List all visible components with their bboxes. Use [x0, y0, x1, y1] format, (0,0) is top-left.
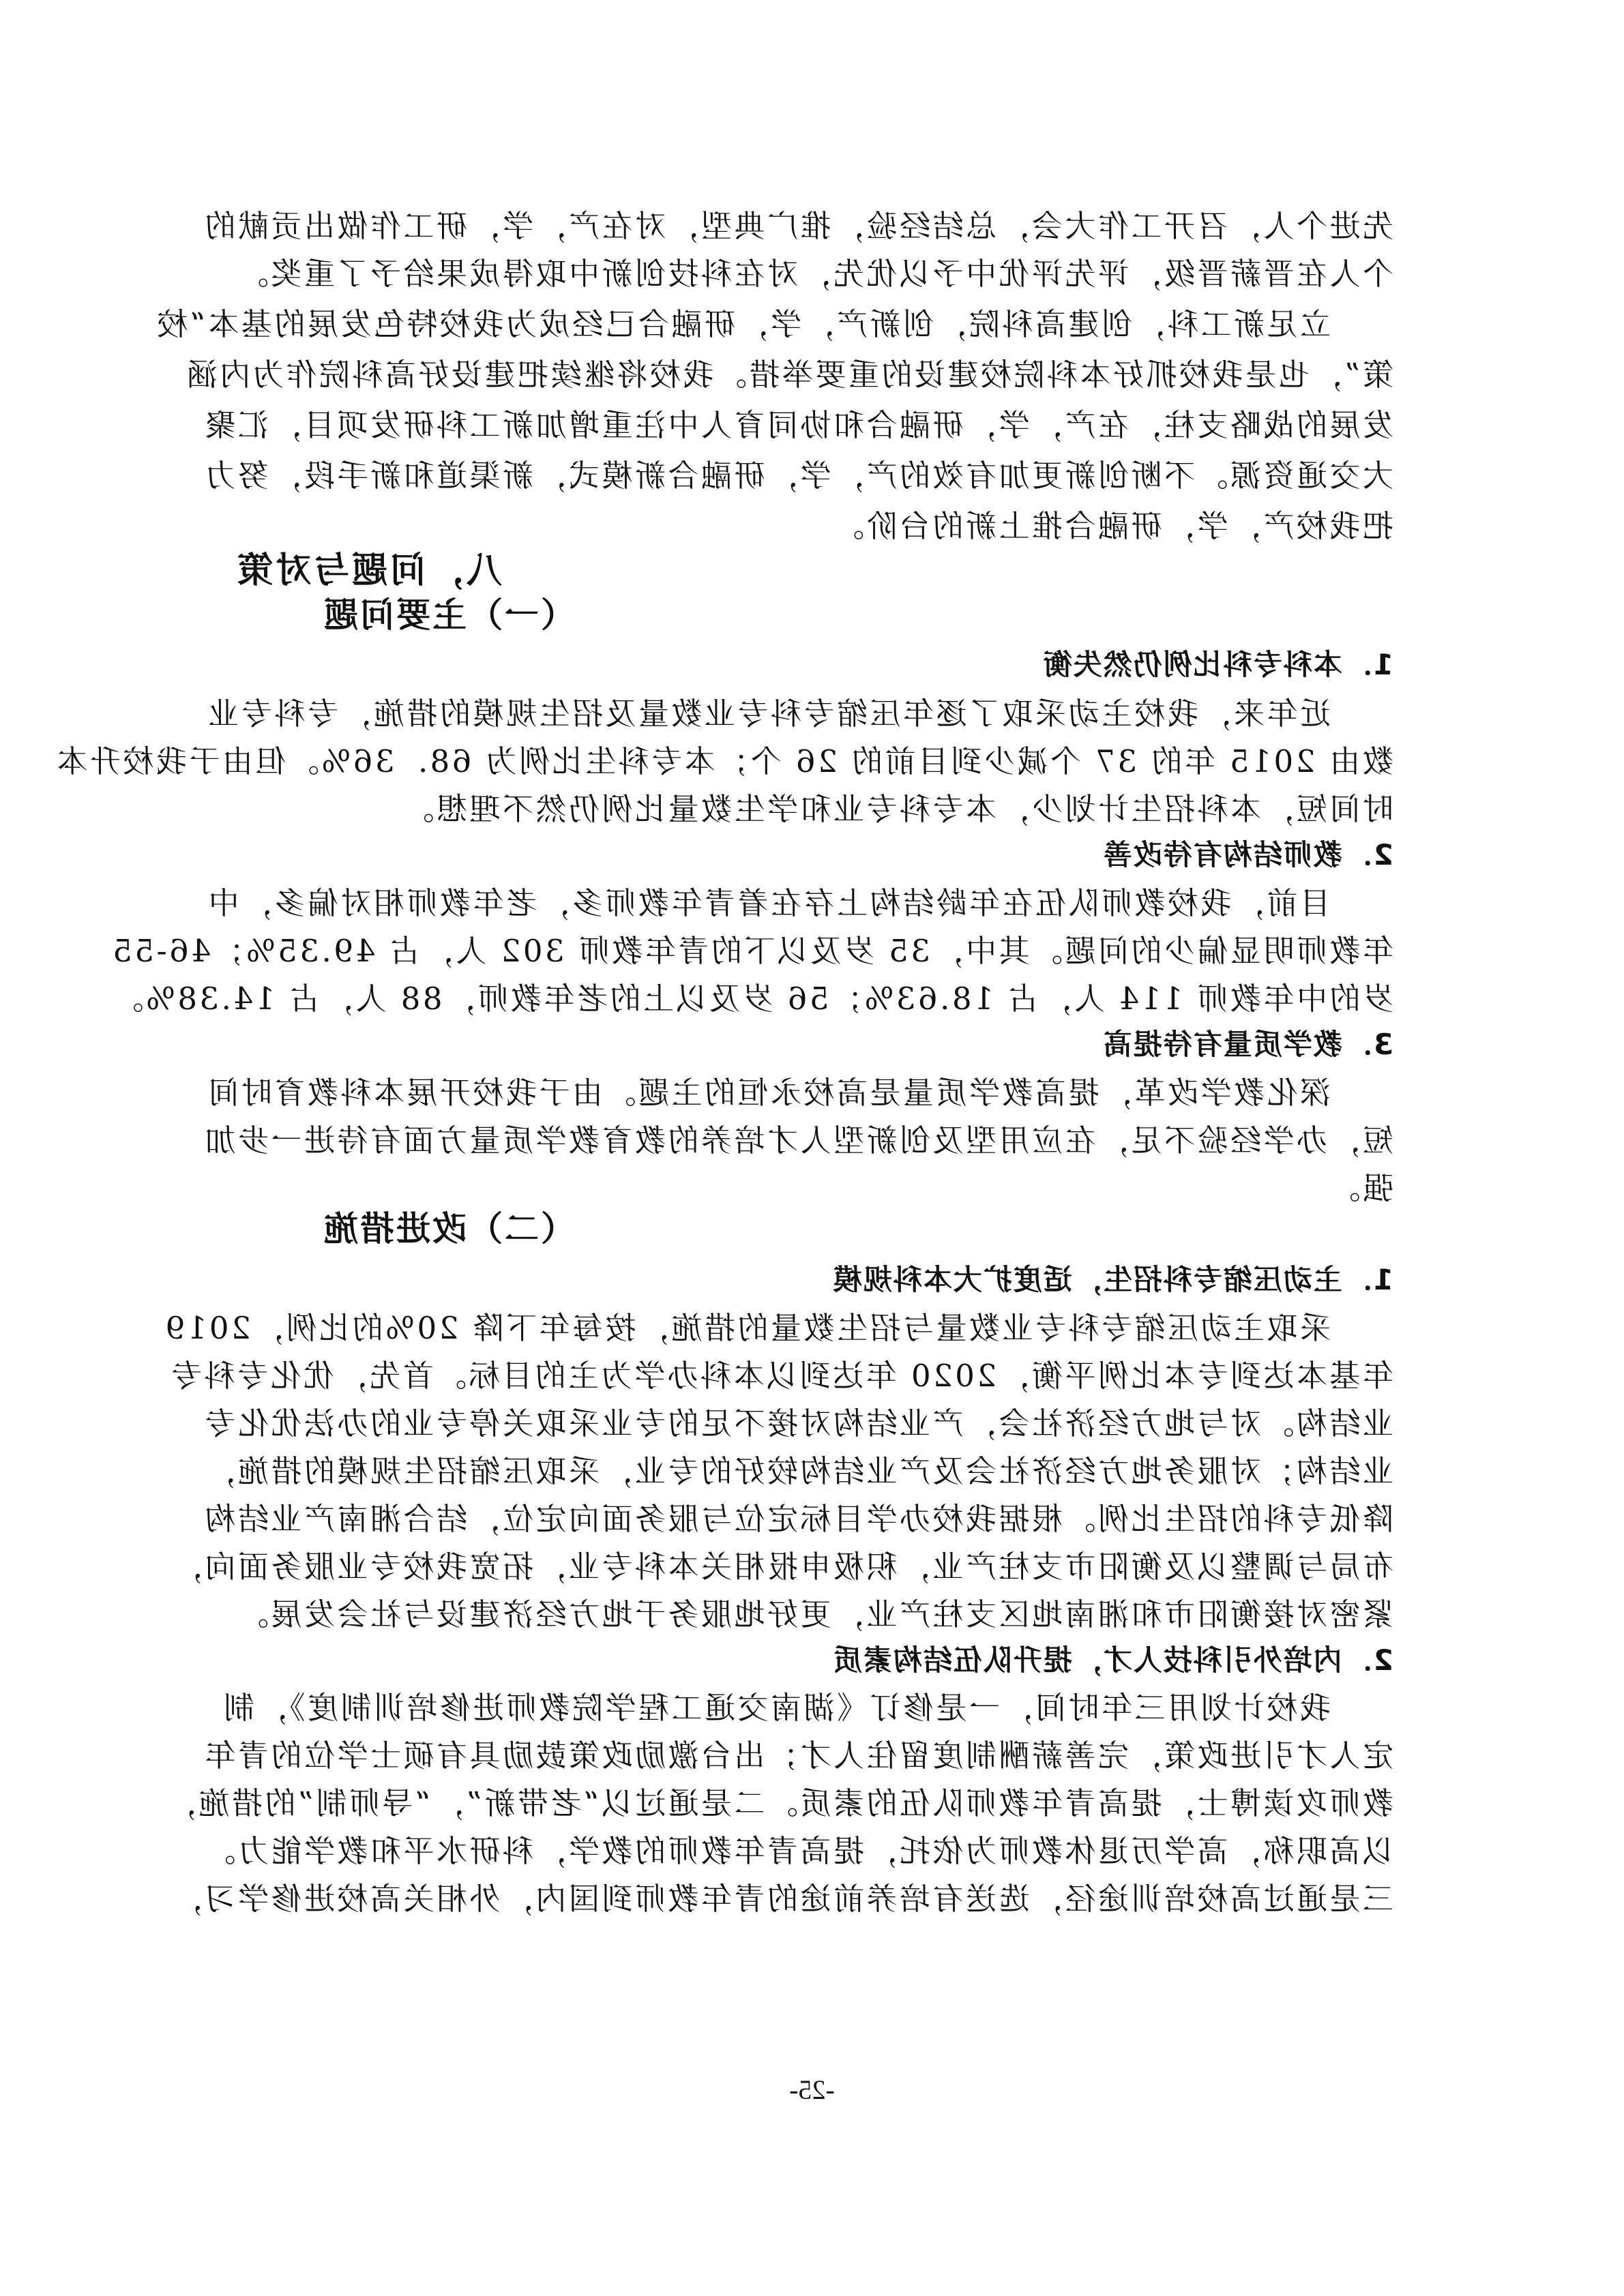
- body-text-line: 我校计划用三年时间，一是修订《湖南交通工程学院教师进修培训制度》，制: [221, 1690, 1331, 1726]
- body-text-line: 三是通过高校培训途径，选送有培养前途的青年教师到国内，外相关高校进修学习，: [169, 1881, 1393, 1917]
- body-text-line: 目前，我校教师队伍在年龄结构上存在着青年教师多，老年教师相对偏多，中: [205, 885, 1331, 921]
- body-text-line: 立足新工科，创建高科院，创新产，学，研融合已经成为我校特色发展的基本“校: [154, 306, 1331, 342]
- item-heading: 1．主动压缩专科招生，适度扩大本科规模: [831, 1263, 1393, 1296]
- item-heading: 1．本科专科比例仍然失衡: [1042, 648, 1393, 681]
- body-text-line: 业结构；对服务地方经济社会及产业结构较好的专业，采取压缩招生规模的措施，: [202, 1453, 1393, 1489]
- body-text-line: 紧密对接衡阳市和湘南地区支柱产业，更好地服务于地方经济建设与社会发展。: [235, 1596, 1393, 1632]
- subsection-heading: （一）主要问题: [322, 595, 575, 635]
- body-text-line: 策”，也是我校抓好本科院校建设的重要举措。我校将继续把建设好高科院作为内涵: [184, 357, 1393, 393]
- page-number: -25-: [789, 2074, 835, 2105]
- body-text-line: 数由 2015 年的 37 个减少到目前的 26 个；本专科生比例为 68．36%。但由于我校升本: [55, 743, 1393, 779]
- body-text-line: 岁的中年教师 114 人，占 18.63%；56 岁及以上的老年教师，88 人，占 14.38%。: [110, 981, 1393, 1017]
- body-text-line: 采取主动压缩专科专业数量与招生数量的措施，按每年下降 20%的比例，2019: [163, 1310, 1331, 1346]
- section-heading: 八，问题与对策: [234, 550, 502, 591]
- body-text-line: 个人在晋薪晋级，评先评优中予以优先，对在科技创新中取得成果给予了重奖。: [235, 256, 1393, 292]
- body-text-line: 业结构。对与地方经济社会，产业结构对接不足的专业采取关停专业的办法优化专: [202, 1405, 1393, 1442]
- body-text-line: 近年来，我校主动采取了逐年压缩专科专业数量及招生规模的措施，专科专业: [205, 696, 1331, 732]
- body-text-line: 强。: [1327, 1170, 1393, 1206]
- body-text-line: 先进个人，召开工作大会，总结经验，推广典型，对在产，学，研工作做出贡献的: [202, 208, 1393, 244]
- item-heading: 2．教师结构有待改善: [1102, 838, 1393, 871]
- subsection-heading: （二）改进措施: [322, 1209, 575, 1249]
- body-text-line: 教师攻读博士，提高青年教师队伍的素质。二是通过以“老带新”，“导师制”的措施，: [163, 1785, 1393, 1821]
- body-text-line: 时间短，本科招生计划少，本专科专业和学生数量比例仍然不理想。: [400, 791, 1393, 827]
- body-text-line: 定人才引进政策，完善薪酬制度留住人才；出台激励政策鼓励具有硕士学位的青年: [202, 1738, 1393, 1774]
- body-text-line: 大交通资源。不断创新更加有效的产，学，研融合新模式，新渠道和新手段，努力: [202, 458, 1393, 494]
- body-text-line: 以高职称，高学历退休教师为依托，提高青年教师的教学，科研水平和教学能力。: [202, 1833, 1393, 1869]
- body-text-line: 布局与调整以及衡阳市支柱产业，积极申报相关本科专业，拓宽我校专业服务面向，: [169, 1549, 1393, 1585]
- body-text-line: 发展的战略支柱，在产，学，研融合和协同育人中注重增加新工科研发项目，汇聚: [202, 407, 1393, 443]
- item-heading: 3．教学质量有待提高: [1102, 1028, 1393, 1061]
- body-text-line: 把我校产，学，研融合推上新的台阶。: [831, 508, 1393, 544]
- item-heading: 2．内培外引科技人才，提升队伍结构素质: [831, 1643, 1393, 1677]
- body-text-line: 降低专科的招生比例。根据我校办学目标定位与服务面向定位，结合湘南产业结构: [202, 1501, 1393, 1537]
- body-text-line: 年教师明显偏少的问题。其中，35 岁及以下的青年教师 302 人，占 49.35%；46-55: [110, 933, 1393, 969]
- body-text-line: 短，办学经验不足，在应用型及创新型人才培养的教育教学质量方面有待进一步加: [202, 1122, 1393, 1159]
- body-text-line: 深化教学改革，提高教学质量是高校永恒的主题。由于我校开展本科教育时间: [205, 1075, 1331, 1111]
- body-text-line: 年基本达到专本比例平衡，2020 年达到以本科办学为主的目标。首先，优化专科专: [168, 1358, 1393, 1394]
